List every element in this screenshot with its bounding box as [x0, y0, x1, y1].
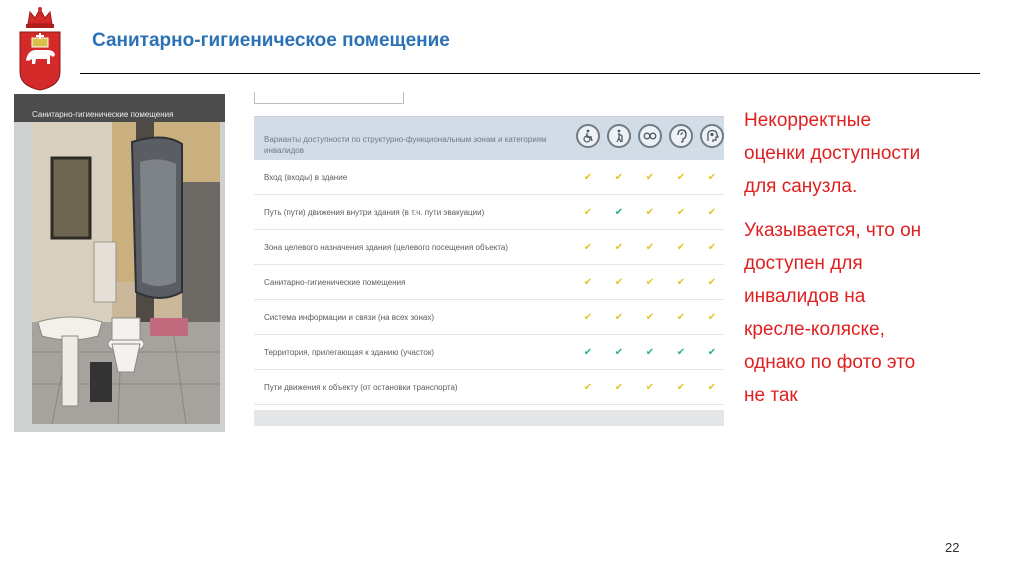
- check-icon: ✔: [645, 172, 655, 183]
- comment-incorrect-rating: Некорректные оценки доступности для санузла.: [744, 110, 921, 197]
- check-icon: ✔: [614, 382, 624, 393]
- check-icon: ✔: [676, 312, 686, 323]
- table-row-label: Санитарно-гигиенические помещения: [264, 278, 406, 287]
- restroom-photo: [32, 122, 220, 424]
- table-row: [254, 160, 724, 195]
- table-row-label: Территория, прилегающая к зданию (участок): [264, 348, 435, 357]
- check-icon: ✔: [583, 347, 593, 358]
- check-icon: ✔: [645, 382, 655, 393]
- check-icon: ✔: [583, 242, 593, 253]
- cane-icon: [607, 124, 631, 148]
- page-title: Санитарно-гигиеническое помещение: [92, 30, 450, 51]
- table-row: [254, 300, 724, 335]
- check-icon: ✔: [583, 207, 593, 218]
- check-icon: ✔: [614, 172, 624, 183]
- table-row-label: Пути движения к объекту (от остановки транспорта): [264, 383, 458, 392]
- table-header: [254, 116, 724, 160]
- table-row-label: Вход (входы) в здание: [264, 173, 348, 182]
- table-row: [254, 370, 724, 405]
- ear-icon: [669, 124, 693, 148]
- check-icon: ✔: [707, 347, 717, 358]
- table-row: [254, 335, 724, 370]
- check-icon: ✔: [583, 172, 593, 183]
- check-icon: ✔: [645, 312, 655, 323]
- check-icon: ✔: [676, 277, 686, 288]
- check-icon: ✔: [614, 242, 624, 253]
- coat-of-arms-logo: [14, 6, 66, 92]
- title-divider: [80, 73, 980, 74]
- table-row-label: Зона целевого назначения здания (целевого посещения объекта): [264, 243, 509, 252]
- check-icon: ✔: [707, 312, 717, 323]
- check-icon: ✔: [676, 347, 686, 358]
- check-icon: ✔: [676, 382, 686, 393]
- comment-wheelchair-claim: Указывается, что он доступен для инвалидов на кресле-коляске, однако по фото это не так: [744, 220, 922, 406]
- table-row-label: Система информации и связи (на всех зонах): [264, 313, 435, 322]
- check-icon: ✔: [583, 312, 593, 323]
- table-header-text: Варианты доступности по структурно-функциональным зонам и категориям инвалидов: [264, 135, 547, 155]
- table-row: [254, 195, 724, 230]
- check-icon: ✔: [583, 382, 593, 393]
- glasses-icon: [638, 124, 662, 148]
- check-icon: ✔: [614, 277, 624, 288]
- table-row: [254, 230, 724, 265]
- head-icon: [700, 124, 724, 148]
- table-row-label: Путь (пути) движения внутри здания (в т.ч. пути эвакуации): [264, 208, 485, 217]
- check-icon: ✔: [614, 347, 624, 358]
- table-row: [254, 265, 724, 300]
- wheelchair-icon: [576, 124, 600, 148]
- search-box-fragment: [254, 92, 404, 104]
- check-icon: ✔: [676, 207, 686, 218]
- check-icon: ✔: [614, 207, 624, 218]
- check-icon: ✔: [583, 277, 593, 288]
- check-icon: ✔: [614, 312, 624, 323]
- check-icon: ✔: [645, 207, 655, 218]
- check-icon: ✔: [645, 242, 655, 253]
- check-icon: ✔: [707, 172, 717, 183]
- check-icon: ✔: [707, 242, 717, 253]
- accessibility-table: [254, 116, 724, 426]
- page-number: 22: [945, 540, 960, 555]
- photo-caption: Санитарно-гигиенические помещения: [32, 110, 174, 119]
- restroom-photo-panel: [14, 94, 225, 432]
- check-icon: ✔: [645, 347, 655, 358]
- check-icon: ✔: [707, 207, 717, 218]
- check-icon: ✔: [645, 277, 655, 288]
- check-icon: ✔: [676, 242, 686, 253]
- check-icon: ✔: [707, 382, 717, 393]
- check-icon: ✔: [707, 277, 717, 288]
- check-icon: ✔: [676, 172, 686, 183]
- table-footer: [254, 410, 724, 426]
